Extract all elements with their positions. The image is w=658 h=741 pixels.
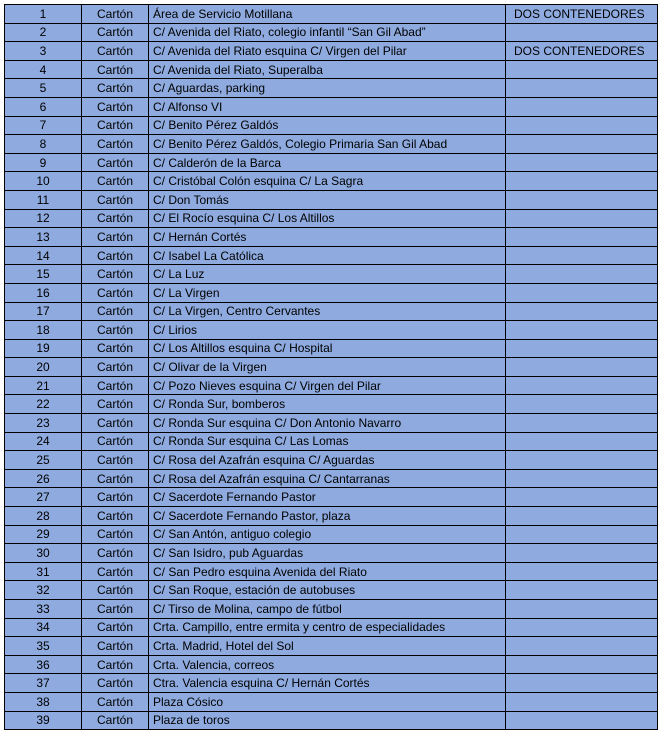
table-body (5, 5, 658, 730)
table-row (5, 60, 658, 79)
material-cell: Cartón (82, 488, 149, 507)
material-cell: Cartón (82, 302, 149, 321)
table-row (5, 228, 658, 247)
note-cell (506, 228, 658, 247)
table-row (5, 283, 658, 302)
address-cell: C/ La Virgen (149, 283, 506, 302)
note-cell (506, 600, 658, 619)
note-cell (506, 376, 658, 395)
note-cell (506, 637, 658, 656)
material-cell: Cartón (82, 451, 149, 470)
note-cell (506, 562, 658, 581)
table-row (5, 209, 658, 228)
note-cell: DOS CONTENEDORES (506, 42, 658, 61)
table-row (5, 469, 658, 488)
material-cell: Cartón (82, 283, 149, 302)
row-number-cell: 35 (5, 637, 82, 656)
table-row (5, 451, 658, 470)
address-cell: Área de Servicio Motillana (149, 5, 506, 24)
material-cell: Cartón (82, 395, 149, 414)
address-cell: Plaza de toros (149, 711, 506, 730)
table-row (5, 190, 658, 209)
address-cell: C/ La Virgen, Centro Cervantes (149, 302, 506, 321)
material-cell: Cartón (82, 692, 149, 711)
address-cell: C/ Benito Pérez Galdós, Colegio Primaria San Gil Abad (149, 135, 506, 154)
material-cell: Cartón (82, 209, 149, 228)
row-number-cell: 5 (5, 79, 82, 98)
row-number-cell: 7 (5, 116, 82, 135)
material-cell: Cartón (82, 23, 149, 42)
row-number-cell: 12 (5, 209, 82, 228)
material-cell: Cartón (82, 228, 149, 247)
row-number-cell: 33 (5, 600, 82, 619)
table-row (5, 544, 658, 563)
row-number-cell: 36 (5, 655, 82, 674)
table-row (5, 432, 658, 451)
row-number-cell: 19 (5, 339, 82, 358)
material-cell: Cartón (82, 79, 149, 98)
table-row (5, 42, 658, 61)
material-cell: Cartón (82, 469, 149, 488)
address-cell: C/ Sacerdote Fernando Pastor, plaza (149, 507, 506, 526)
row-number-cell: 16 (5, 283, 82, 302)
note-cell (506, 395, 658, 414)
address-cell: C/ Sacerdote Fernando Pastor (149, 488, 506, 507)
table-row (5, 376, 658, 395)
note-cell (506, 209, 658, 228)
note-cell (506, 265, 658, 284)
material-cell: Cartón (82, 507, 149, 526)
address-cell: C/ Benito Pérez Galdós (149, 116, 506, 135)
table-row (5, 246, 658, 265)
note-cell (506, 711, 658, 730)
table-row (5, 414, 658, 433)
row-number-cell: 28 (5, 507, 82, 526)
address-cell: C/ Ronda Sur esquina C/ Don Antonio Navarro (149, 414, 506, 433)
material-cell: Cartón (82, 525, 149, 544)
note-cell (506, 283, 658, 302)
material-cell: Cartón (82, 581, 149, 600)
table-row (5, 692, 658, 711)
note-cell (506, 190, 658, 209)
table-row (5, 79, 658, 98)
note-cell (506, 655, 658, 674)
address-cell: C/ Cristóbal Colón esquina C/ La Sagra (149, 172, 506, 191)
table-row (5, 23, 658, 42)
note-cell (506, 674, 658, 693)
material-cell: Cartón (82, 339, 149, 358)
address-cell: C/ Hernán Cortés (149, 228, 506, 247)
container-locations-table (4, 4, 658, 730)
table-row (5, 265, 658, 284)
material-cell: Cartón (82, 172, 149, 191)
material-cell: Cartón (82, 5, 149, 24)
table-row (5, 600, 658, 619)
material-cell: Cartón (82, 116, 149, 135)
material-cell: Cartón (82, 544, 149, 563)
table-row (5, 637, 658, 656)
material-cell: Cartón (82, 265, 149, 284)
note-cell (506, 544, 658, 563)
material-cell: Cartón (82, 600, 149, 619)
address-cell: Crta. Madrid, Hotel del Sol (149, 637, 506, 656)
row-number-cell: 37 (5, 674, 82, 693)
address-cell: Crta. Valencia, correos (149, 655, 506, 674)
row-number-cell: 17 (5, 302, 82, 321)
material-cell: Cartón (82, 562, 149, 581)
note-cell (506, 358, 658, 377)
address-cell: C/ Avenida del Riato, Superalba (149, 60, 506, 79)
material-cell: Cartón (82, 655, 149, 674)
table-row (5, 97, 658, 116)
material-cell: Cartón (82, 321, 149, 340)
row-number-cell: 9 (5, 153, 82, 172)
table-row (5, 302, 658, 321)
note-cell (506, 488, 658, 507)
row-number-cell: 23 (5, 414, 82, 433)
note-cell (506, 692, 658, 711)
row-number-cell: 15 (5, 265, 82, 284)
table-row (5, 711, 658, 730)
note-cell (506, 97, 658, 116)
material-cell: Cartón (82, 376, 149, 395)
address-cell: C/ Rosa del Azafrán esquina C/ Cantarranas (149, 469, 506, 488)
row-number-cell: 18 (5, 321, 82, 340)
material-cell: Cartón (82, 190, 149, 209)
table-row (5, 172, 658, 191)
row-number-cell: 6 (5, 97, 82, 116)
note-cell (506, 246, 658, 265)
note-cell (506, 339, 658, 358)
table-row (5, 358, 658, 377)
address-cell: C/ La Luz (149, 265, 506, 284)
address-cell: C/ San Roque, estación de autobuses (149, 581, 506, 600)
address-cell: C/ Isabel La Católica (149, 246, 506, 265)
table-row (5, 581, 658, 600)
material-cell: Cartón (82, 637, 149, 656)
note-cell (506, 153, 658, 172)
material-cell: Cartón (82, 711, 149, 730)
note-cell (506, 79, 658, 98)
note-cell (506, 60, 658, 79)
table-row (5, 116, 658, 135)
address-cell: C/ Rosa del Azafrán esquina C/ Aguardas (149, 451, 506, 470)
address-cell: Plaza Cósico (149, 692, 506, 711)
note-cell (506, 23, 658, 42)
address-cell: C/ Avenida del Riato, colegio infantil “San Gil Abad” (149, 23, 506, 42)
row-number-cell: 4 (5, 60, 82, 79)
note-cell (506, 414, 658, 433)
row-number-cell: 10 (5, 172, 82, 191)
address-cell: C/ Los Altillos esquina C/ Hospital (149, 339, 506, 358)
row-number-cell: 1 (5, 5, 82, 24)
address-cell: C/ Ronda Sur, bomberos (149, 395, 506, 414)
container-list-sheet (4, 4, 658, 730)
row-number-cell: 27 (5, 488, 82, 507)
row-number-cell: 39 (5, 711, 82, 730)
address-cell: C/ Olivar de la Virgen (149, 358, 506, 377)
table-row (5, 153, 658, 172)
row-number-cell: 8 (5, 135, 82, 154)
note-cell (506, 302, 658, 321)
row-number-cell: 38 (5, 692, 82, 711)
note-cell (506, 469, 658, 488)
note-cell (506, 581, 658, 600)
note-cell (506, 116, 658, 135)
note-cell (506, 432, 658, 451)
row-number-cell: 24 (5, 432, 82, 451)
address-cell: C/ San Antón, antiguo colegio (149, 525, 506, 544)
address-cell: C/ El Rocío esquina C/ Los Altillos (149, 209, 506, 228)
material-cell: Cartón (82, 674, 149, 693)
row-number-cell: 13 (5, 228, 82, 247)
row-number-cell: 14 (5, 246, 82, 265)
row-number-cell: 34 (5, 618, 82, 637)
address-cell: C/ Don Tomás (149, 190, 506, 209)
note-cell (506, 525, 658, 544)
material-cell: Cartón (82, 97, 149, 116)
address-cell: Ctra. Valencia esquina C/ Hernán Cortés (149, 674, 506, 693)
address-cell: C/ Lirios (149, 321, 506, 340)
row-number-cell: 3 (5, 42, 82, 61)
address-cell: C/ Pozo Nieves esquina C/ Virgen del Pilar (149, 376, 506, 395)
row-number-cell: 22 (5, 395, 82, 414)
material-cell: Cartón (82, 414, 149, 433)
material-cell: Cartón (82, 358, 149, 377)
row-number-cell: 20 (5, 358, 82, 377)
table-row (5, 655, 658, 674)
address-cell: Crta. Campillo, entre ermita y centro de especialidades (149, 618, 506, 637)
table-row (5, 674, 658, 693)
note-cell (506, 172, 658, 191)
table-row (5, 618, 658, 637)
table-row (5, 321, 658, 340)
note-cell (506, 321, 658, 340)
table-row (5, 339, 658, 358)
material-cell: Cartón (82, 153, 149, 172)
row-number-cell: 29 (5, 525, 82, 544)
note-cell (506, 451, 658, 470)
note-cell (506, 618, 658, 637)
address-cell: C/ Tirso de Molina, campo de fútbol (149, 600, 506, 619)
address-cell: C/ Calderón de la Barca (149, 153, 506, 172)
material-cell: Cartón (82, 42, 149, 61)
table-row (5, 488, 658, 507)
row-number-cell: 11 (5, 190, 82, 209)
material-cell: Cartón (82, 246, 149, 265)
table-row (5, 525, 658, 544)
address-cell: C/ San Pedro esquina Avenida del Riato (149, 562, 506, 581)
note-cell: DOS CONTENEDORES (506, 5, 658, 24)
material-cell: Cartón (82, 60, 149, 79)
table-row (5, 395, 658, 414)
row-number-cell: 31 (5, 562, 82, 581)
row-number-cell: 30 (5, 544, 82, 563)
note-cell (506, 507, 658, 526)
table-row (5, 5, 658, 24)
row-number-cell: 32 (5, 581, 82, 600)
row-number-cell: 21 (5, 376, 82, 395)
address-cell: C/ Aguardas, parking (149, 79, 506, 98)
material-cell: Cartón (82, 618, 149, 637)
table-row (5, 562, 658, 581)
table-row (5, 507, 658, 526)
address-cell: C/ Avenida del Riato esquina C/ Virgen del Pilar (149, 42, 506, 61)
address-cell: C/ Alfonso VI (149, 97, 506, 116)
note-cell (506, 135, 658, 154)
address-cell: C/ Ronda Sur esquina C/ Las Lomas (149, 432, 506, 451)
address-cell: C/ San Isidro, pub Aguardas (149, 544, 506, 563)
row-number-cell: 2 (5, 23, 82, 42)
material-cell: Cartón (82, 135, 149, 154)
material-cell: Cartón (82, 432, 149, 451)
row-number-cell: 26 (5, 469, 82, 488)
row-number-cell: 25 (5, 451, 82, 470)
table-row (5, 135, 658, 154)
